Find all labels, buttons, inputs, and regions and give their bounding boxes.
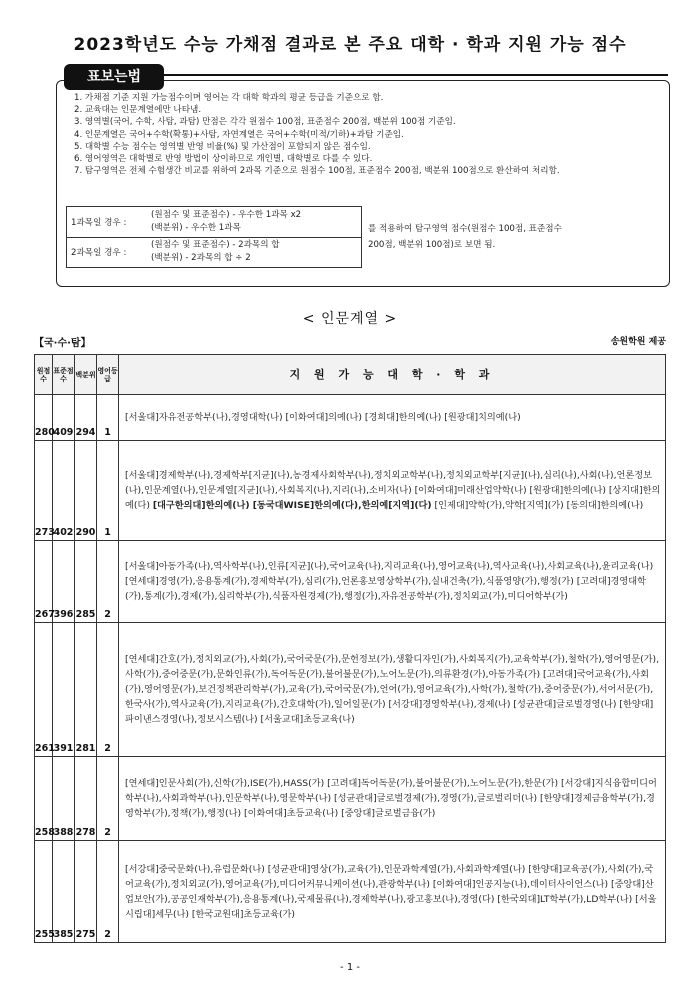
university-text: [서강대]중국문화(나),유럽문화(나) [성균관대]영상(가),교육(가),인문과학계열(가),사회과학계열(나) [한양대]교육공(가),사회(가),국어교육(가),정치외교(가),영어교육(가),미디어커뮤니케이션(나),관광학부(나) [이화여대]인공지능(나),데이터사이언스(나) [중앙대]산업보안(가),공공인재학부(가),응용통계(나),국제물류(나),경제학부(나),광고홍보(나),경영(다) [한국외대]LT학부(가),LD학부(나) [서울시립대]세무(나) [한국교원대]초등교육(가) [125, 863, 657, 920]
formula-case: 2과목일 경우 : [71, 248, 127, 258]
percentile: 294 [75, 395, 97, 441]
raw-score: 258 [35, 757, 53, 841]
page-title: 2023학년도 수능 가채점 결과로 본 주요 대학 · 학과 지원 가능 점수 [73, 35, 627, 55]
rule-item: 3. 영역별(국어, 수학, 사탐, 과탐) 만점은 각각 원점수 100점, 표준점수 200점, 백분위 100점 기준임. [74, 117, 456, 128]
formula-row-one-subject [67, 207, 361, 238]
table-row [35, 441, 666, 541]
university-text: [서울대]자유전공학부(나),경영대학(나) [이화여대]의예(나) [경희대]한의예(나) [원광대]치의예(나) [125, 412, 521, 423]
formula-row-two-subjects [67, 237, 361, 267]
rule-item: 6. 영어영역은 대학별로 반영 방법이 상이하므로 개인별, 대학별로 다를 수 있다. [74, 154, 373, 165]
raw-score: 261 [35, 623, 53, 757]
header-standard-score: 표준점수 [53, 355, 75, 395]
percentile: 290 [75, 441, 97, 541]
percentile: 275 [75, 841, 97, 943]
formula-detail [151, 209, 356, 235]
university-list [119, 623, 666, 757]
standard-score: 388 [53, 757, 75, 841]
percentile: 285 [75, 541, 97, 623]
legend-label: 표보는법 [64, 64, 164, 90]
header-raw-score: 원점수 [35, 355, 53, 395]
subject-label: 【국·수·탐】 [34, 338, 91, 349]
university-text: [서울대]경제학부(나),경제학부[지균](나),농경제사회학부(나),정치외교학부(나),정치외교학부[지균](나),심리(나),사회(나),언론정보(나),인문계열(나),인문계열[지균](나),사회복지(나),지리(나),소비자(나) [이화여대]미래산업약학(나) [원광대]한의예(나) [상지대]한의예(다) [125, 470, 661, 511]
formula-line: (백분위) - 우수한 1과목 [151, 223, 241, 233]
score-table [34, 354, 666, 943]
percentile: 278 [75, 757, 97, 841]
formula-note-line: 200점, 백분위 100점)로 보면 됨. [368, 240, 496, 250]
university-list [119, 541, 666, 623]
formula-note [368, 221, 668, 253]
raw-score: 280 [35, 395, 53, 441]
formula-case: 1과목일 경우 : [71, 218, 127, 228]
english-grade: 1 [97, 441, 119, 541]
table-row [35, 623, 666, 757]
legend-divider [162, 74, 668, 76]
percentile: 281 [75, 623, 97, 757]
standard-score: 391 [53, 623, 75, 757]
english-grade: 2 [97, 541, 119, 623]
formula-line: (백분위) - 2과목의 합 ÷ 2 [151, 253, 251, 263]
english-grade: 2 [97, 623, 119, 757]
standard-score: 396 [53, 541, 75, 623]
formula-line: (원점수 및 표준점수) - 우수한 1과목 x2 [151, 210, 302, 220]
source-credit: 송원학원 제공 [610, 337, 666, 347]
table-row [35, 841, 666, 943]
university-text: [서울대]아동가족(나),역사학부(나),인류[지균](나),국어교육(나),지리교육(나),영어교육(나),역사교육(나),사회교육(나),윤리교육(나) [연세대]경영(가),응용통계(가),경제학부(가),심리(가),언론홍보영상학부(가),실내건축(가),식품영양(가),행정(가) [고려대]경영대학(가),통계(가),경제(가),심리학부(가),식품자원경제(가),행정(가),자유전공학부(가),정치외교(가),미디어학부(가) [125, 561, 654, 602]
raw-score: 273 [35, 441, 53, 541]
formula-line: (원점수 및 표준점수) - 2과목의 합 [151, 240, 280, 250]
table-row [35, 757, 666, 841]
page-number: - 1 - [340, 962, 360, 973]
university-list [119, 841, 666, 943]
formula-detail [151, 239, 356, 265]
header-universities: 지 원 가 능 대 학 · 학 과 [119, 355, 666, 395]
standard-score: 409 [53, 395, 75, 441]
table-row [35, 395, 666, 441]
standard-score: 385 [53, 841, 75, 943]
university-text: [연세대]간호(가),정치외교(가),사회(가),국어국문(가),문헌정보(가),생활디자인(가),사회복지(가),교육학부(가),철학(가),영어영문(가),사학(가),중어중문(가),문화인류(가),독어독문(가),불어불문(가),노어노문(가),의류환경(가),아동가족(가) [고려대]국어교육(가),사회(가),영어영문(가),보건정책관리학부(가),교육(가),국어국문(가),언어(가),영어교육(가),사학(가),철학(가),중어중문(가),서어서문(가),한국사(가),역사교육(가),지리교육(가),간호대학(가),일어일문(가) [서강대]경영학부(나),경제(나) [성균관대]글로벌경영(나) [한양대]파이낸스경영(나),정보시스템(나) [서울교대]초등교육(나) [125, 654, 660, 725]
university-list [119, 395, 666, 441]
university-text: [연세대]인문사회(가),신학(가),ISE(가),HASS(가) [고려대]독어독문(가),불어불문(가),노어노문(가),한문(가) [서강대]지식융합미디어학부(나),사회과학부(나),인문학부(나),영문학부(나) [성균관대]글로벌경제(가),경영(가),글로벌리더(나) [한양대]경제금융학부(가),경영학부(가),정책(가),행정(나) [이화여대]초등교육(나) [중앙대]글로벌금융(가) [125, 778, 657, 819]
header-english-grade: 영어등급 [97, 355, 119, 395]
university-list [119, 757, 666, 841]
formula-note-line: 를 적용하여 탐구영역 점수(원점수 100점, 표준점수 [368, 224, 562, 234]
rules-list [62, 92, 674, 177]
raw-score: 255 [35, 841, 53, 943]
university-text: [인제대]약학(가),약학[지역](가) [동의대]한의예(나) [431, 500, 644, 511]
university-text-highlight: [대구한의대]한의예(나) [동국대WISE]한의예(다),한의예[지역](다) [152, 500, 432, 511]
rule-item: 4. 인문계열은 국어+수학(확통)+사탐, 자연계열은 국어+수학(미적/기하)+과탐 기준임. [74, 129, 404, 140]
standard-score: 402 [53, 441, 75, 541]
rule-item: 7. 탐구영역은 전체 수험생간 비교를 위하여 2과목 기준으로 원점수 100점, 표준점수 200점, 백분위 100점으로 환산하여 처리함. [74, 166, 560, 177]
english-grade: 2 [97, 757, 119, 841]
rule-item: 1. 가채점 기준 지원 가능점수이며 영어는 각 대학 학과의 평균 등급을 기준으로 함. [74, 93, 384, 103]
english-grade: 2 [97, 841, 119, 943]
rule-item: 5. 대학별 수능 점수는 영역별 반영 비율(%) 및 가산점이 포함되지 않은 점수임. [74, 141, 371, 152]
table-row [35, 541, 666, 623]
header-percentile: 백분위 [75, 355, 97, 395]
formula-table [66, 206, 362, 268]
raw-score: 267 [35, 541, 53, 623]
section-title: < 인문계열 > [302, 311, 398, 327]
university-list [119, 441, 666, 541]
english-grade: 1 [97, 395, 119, 441]
rule-item: 2. 교육대는 인문계열에만 나타냄. [74, 105, 202, 116]
